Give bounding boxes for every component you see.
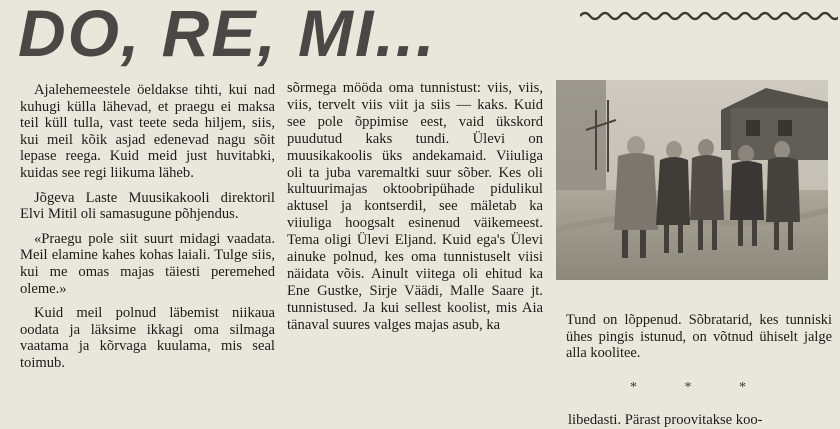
ornament-border: [580, 10, 838, 22]
headline: DO, RE, MI...: [18, 0, 437, 70]
paragraph-3: «Praegu pole siit suurt midagi vaadata. Meil elamine kahes kohas laiali. Tulge siis, kui me omas majas täiesti peremehed oleme.»: [20, 230, 275, 297]
paragraph-2: Jõgeva Laste Muusikakooli direktoril Elvi Mitil oli samasugune põhjendus.: [20, 189, 275, 223]
paragraph-1: Ajalehemeestele öeldakse tihti, kui nad kuhugi külla lähevad, et praegu ei maksa teil küll tulla, vast teete seda hiljem, siis, kui meil kõik asjad edenevad nagu sõit lepase reega. Kuid meid just huvitabki, kuidas see regi liikuma läheb.: [20, 82, 275, 181]
article-column-1: [20, 82, 275, 429]
photo-image: [556, 80, 828, 280]
paragraph-column-3: libedasti. Pärast proovitakse koo-: [568, 412, 763, 428]
paragraph-4: Kuid meil polnud läbemist niikaua oodata ja läksime ikkagi oma silmaga vaatama ja kõrvaga kuulama, mis seal toimub.: [20, 305, 275, 371]
paragraph-continued: sõrmega mööda oma tunnistust: viis, viis, viis, tervelt viis viit ja siis — kaks. Kuid see pole õppimise eest, vaid ükskord puudutud kaks tundi. Ülevi on muusikakoolis üks andekamaid. Viiuliga oli ta juba varemaltki suur sõber. Kes oli kultuurimajas oktoobripühade pidulikul aktusel ja kontserdil, see mäletab ka viiuliga hoogsalt esinenud väikemeest. Tema oligi Ülevi Eljand. Kuid ega's Ülevi ainuke polnud, kes oma tunnistuselt viisi näidata võis. Ainult viitega oli ehitud ka Ene Gustke, Sirje Väädi, Malle Saare jt. tunnistused. Ja kui sellest koolist, mis Aia tänaval suures valges majas asub, ka: [287, 80, 543, 333]
article-column-3: [568, 412, 836, 429]
section-separator: * * *: [630, 380, 768, 395]
news-photo: [556, 80, 828, 280]
photo-caption: Tund on lõppenud. Sõbratarid, kes tunniski ühes pingis istunud, on võtnud ühiselt jalge alla koolitee.: [566, 312, 832, 362]
article-column-2: [287, 80, 543, 429]
